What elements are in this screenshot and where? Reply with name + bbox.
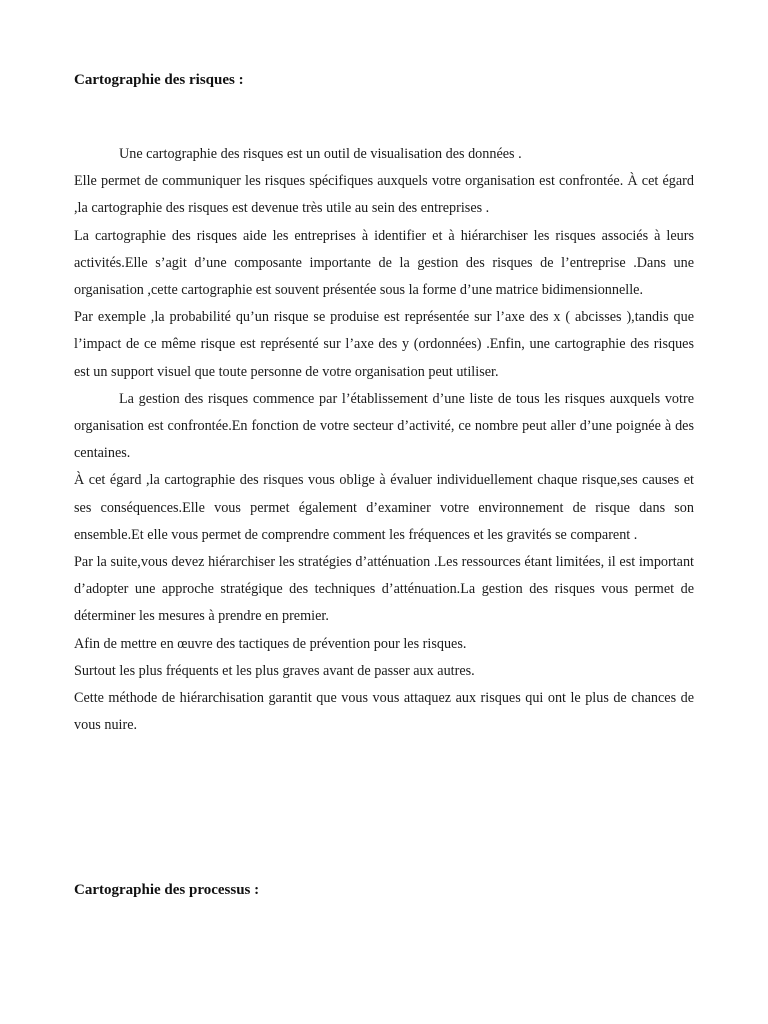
body-text <box>74 141 694 739</box>
paragraph-4: Par exemple ,la probabilité qu’un risque se produise est représentée sur l’axe des x ( abcisses ),tandis que l’impact de ce même risque est représenté sur l’axe des y (ordonnées) .Enfin, une cartographie des risques est un support visuel que toute personne de votre organisation peut utiliser. <box>74 309 694 380</box>
paragraph-5: La gestion des risques commence par l’établissement d’une liste de tous les risques auxquels votre organisation est confrontée.En fonction de votre secteur d’activité, ce nombre peut aller d’une poignée à des centaines. <box>74 390 694 462</box>
paragraph-1: Une cartographie des risques est un outil de visualisation des données . <box>119 146 522 162</box>
section-heading-risk-mapping: Cartographie des risques : <box>74 72 244 88</box>
paragraph-6: À cet égard ,la cartographie des risques vous oblige à évaluer individuellement chaque risque,ses causes et ses conséquences.Elle vous permet également d’examiner votre environnement de risque dans son ensemble.Et elle vous permet de comprendre comment les fréquences et les gravités se comparent . <box>74 472 694 543</box>
paragraph-9: Surtout les plus fréquents et les plus graves avant de passer aux autres. <box>74 662 475 679</box>
section-heading-process-mapping: Cartographie des processus : <box>74 882 260 898</box>
paragraph-8: Afin de mettre en œuvre des tactiques de prévention pour les risques. <box>74 635 467 652</box>
paragraph-3: La cartographie des risques aide les entreprises à identifier et à hiérarchiser les risques associés à leurs activités.Elle s’agit d’une composante importante de la gestion des risques de l’entreprise .Dans une organisation ,cette cartographie est souvent présentée sous la forme d’une matrice bidimensionnelle. <box>74 227 694 299</box>
paragraph-10: Cette méthode de hiérarchisation garantit que vous vous attaquez aux risques qui ont le plus de chances de vous nuire. <box>74 690 694 734</box>
paragraph-2: Elle permet de communiquer les risques spécifiques auxquels votre organisation est confrontée. À cet égard ,la cartographie des risques est devenue très utile au sein des entreprises . <box>74 173 694 217</box>
paragraph-7: Par la suite,vous devez hiérarchiser les stratégies d’atténuation .Les ressources étant limitées, il est important d’adopter une approche stratégique des techniques d’atténuation.La gestion des risques vous permet de déterminer les mesures à prendre en premier. <box>74 554 694 625</box>
